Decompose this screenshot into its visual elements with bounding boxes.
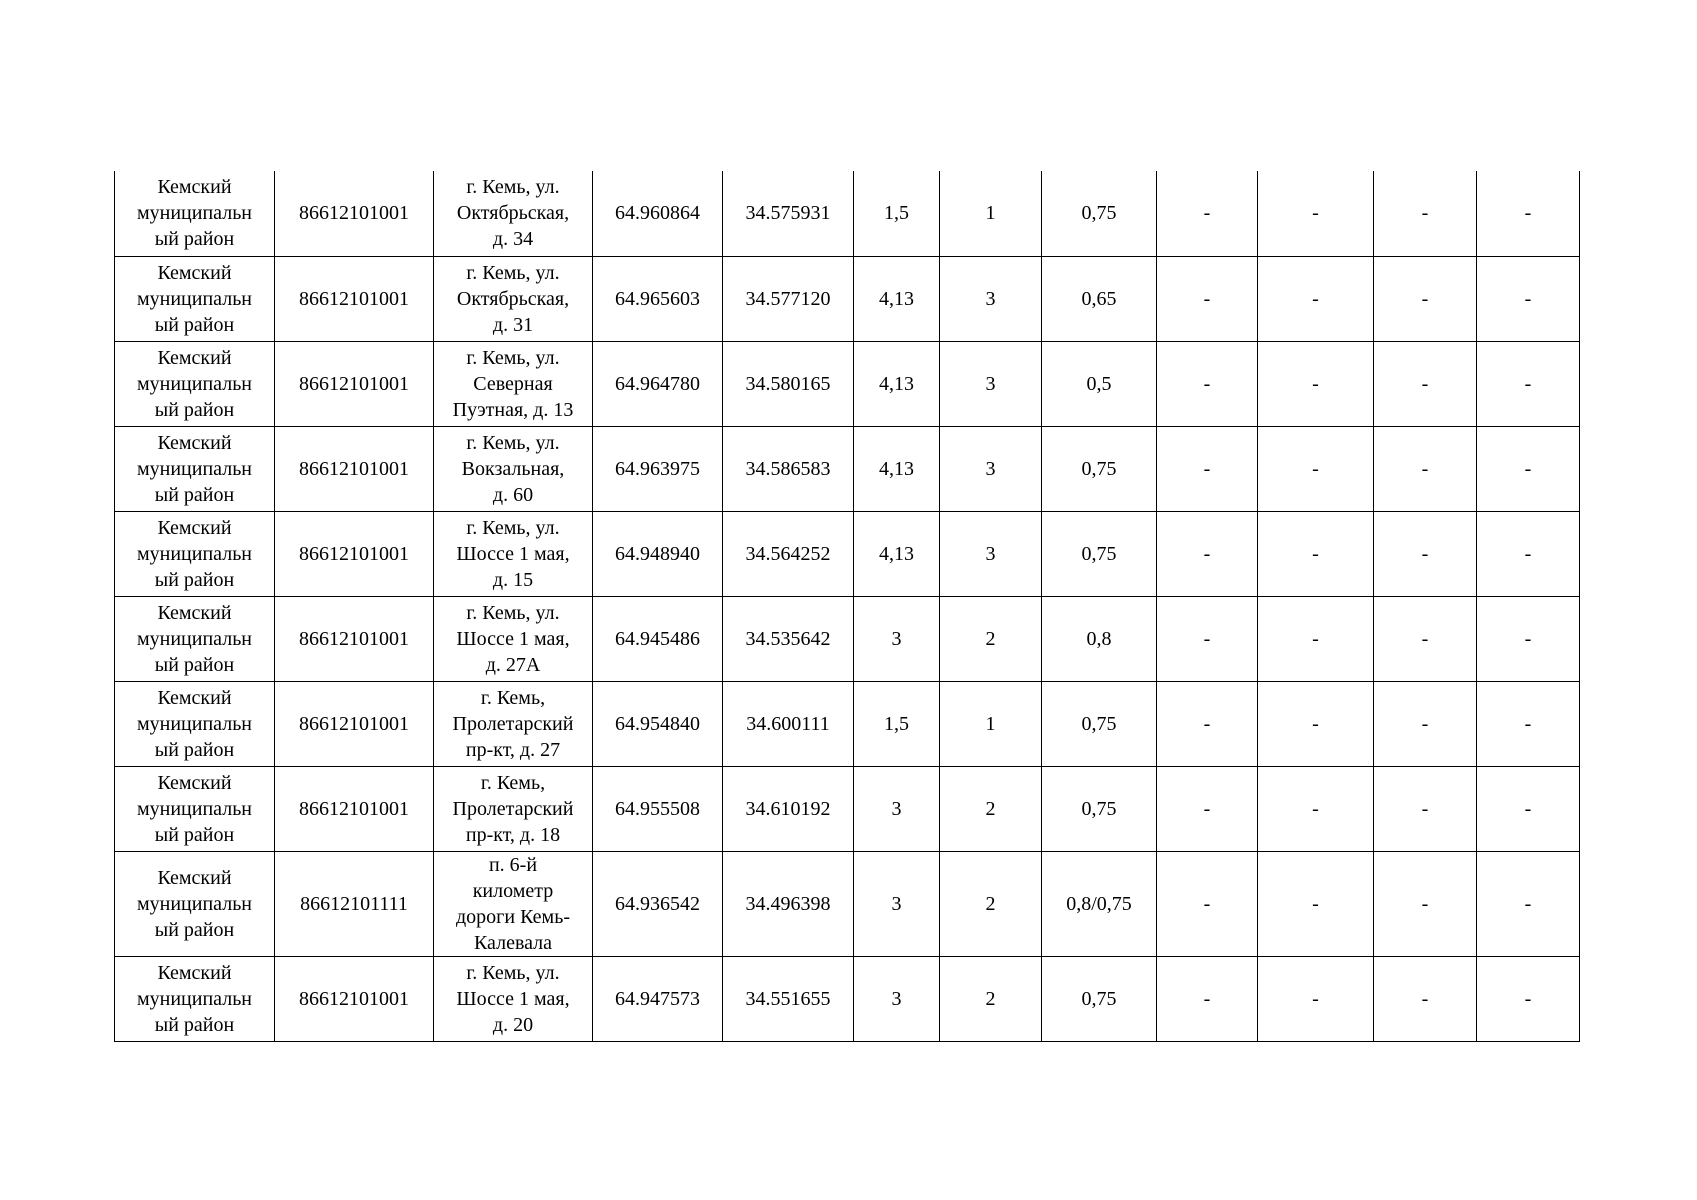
address-cell-text: г. Кемь, ул. Октябрьская, д. 31 xyxy=(456,261,570,336)
dash-cell xyxy=(1258,851,1374,956)
address-cell-text: п. 6-й километр дороги Кемь- Калевала xyxy=(456,853,570,954)
oktmo-code-cell xyxy=(275,511,434,596)
address-cell xyxy=(434,426,593,511)
oktmo-code-cell-text: 86612101001 xyxy=(299,627,409,650)
dash-cell-text: - xyxy=(1524,372,1532,395)
dash-cell-text: - xyxy=(1203,892,1211,915)
container-count-cell xyxy=(940,511,1042,596)
dash-cell xyxy=(1157,256,1258,341)
container-volume-cell-text: 0,5 xyxy=(1086,372,1112,395)
dash-cell xyxy=(1477,426,1580,511)
address-cell xyxy=(434,681,593,766)
district-cell-text: Кемский муниципальн ый район xyxy=(136,686,253,761)
dash-cell xyxy=(1477,596,1580,681)
oktmo-code-cell-text: 86612101001 xyxy=(299,797,409,820)
dash-cell-text: - xyxy=(1421,372,1429,395)
address-cell-text: г. Кемь, Пролетарский пр-кт, д. 27 xyxy=(452,686,574,761)
latitude-cell-text: 64.965603 xyxy=(615,287,700,310)
area-cell-text: 1,5 xyxy=(884,712,909,735)
longitude-cell xyxy=(723,596,854,681)
dash-cell-text: - xyxy=(1524,797,1532,820)
dash-cell-text: - xyxy=(1203,542,1211,565)
dash-cell-text: - xyxy=(1421,287,1429,310)
address-cell-text: г. Кемь, Пролетарский пр-кт, д. 18 xyxy=(452,771,574,846)
latitude-cell xyxy=(593,596,723,681)
dash-cell-text: - xyxy=(1203,457,1211,480)
table-body xyxy=(115,171,1580,1041)
container-volume-cell xyxy=(1042,596,1157,681)
dash-cell-text: - xyxy=(1312,542,1319,565)
latitude-cell-text: 64.955508 xyxy=(615,797,700,820)
area-cell-text: 3 xyxy=(891,797,902,820)
address-cell-text: г. Кемь, ул. Октябрьская, д. 34 xyxy=(456,176,570,251)
dash-cell-text: - xyxy=(1312,797,1319,820)
longitude-cell-text: 34.496398 xyxy=(745,892,831,915)
address-cell-text: г. Кемь, ул. Шоссе 1 мая, д. 20 xyxy=(456,961,570,1036)
dash-cell xyxy=(1258,596,1374,681)
dash-cell xyxy=(1157,681,1258,766)
container-volume-cell-text: 0,75 xyxy=(1081,797,1117,820)
dash-cell xyxy=(1258,171,1374,256)
address-cell-text: г. Кемь, ул. Северная Пуэтная, д. 13 xyxy=(452,346,574,421)
longitude-cell xyxy=(723,511,854,596)
dash-cell xyxy=(1258,766,1374,851)
dash-cell xyxy=(1374,171,1477,256)
longitude-cell xyxy=(723,341,854,426)
dash-cell-text: - xyxy=(1421,987,1429,1010)
dash-cell xyxy=(1258,956,1374,1041)
area-cell-text: 3 xyxy=(891,627,902,650)
table-row xyxy=(115,256,1580,341)
dash-cell xyxy=(1477,766,1580,851)
dash-cell-text: - xyxy=(1203,202,1211,225)
address-cell-text: г. Кемь, ул. Шоссе 1 мая, д. 27А xyxy=(456,601,570,676)
dash-cell-text: - xyxy=(1524,627,1532,650)
oktmo-code-cell-text: 86612101001 xyxy=(299,287,409,310)
longitude-cell xyxy=(723,956,854,1041)
district-cell xyxy=(115,171,275,256)
dash-cell xyxy=(1477,171,1580,256)
area-cell xyxy=(854,681,940,766)
address-cell xyxy=(434,341,593,426)
longitude-cell xyxy=(723,256,854,341)
address-cell xyxy=(434,851,593,956)
container-count-cell xyxy=(940,256,1042,341)
district-cell xyxy=(115,341,275,426)
container-count-cell xyxy=(940,171,1042,256)
dash-cell-text: - xyxy=(1421,712,1429,735)
container-volume-cell-text: 0,8/0,75 xyxy=(1066,892,1132,915)
dash-cell xyxy=(1157,341,1258,426)
oktmo-code-cell xyxy=(275,956,434,1041)
container-count-cell-text: 2 xyxy=(985,797,996,820)
dash-cell-text: - xyxy=(1524,542,1532,565)
address-cell xyxy=(434,171,593,256)
container-count-cell-text: 3 xyxy=(985,287,996,310)
longitude-cell-text: 34.580165 xyxy=(745,372,831,395)
dash-cell xyxy=(1477,956,1580,1041)
dash-cell xyxy=(1258,341,1374,426)
oktmo-code-cell-text: 86612101111 xyxy=(300,892,408,915)
table-row xyxy=(115,596,1580,681)
dash-cell-text: - xyxy=(1524,892,1532,915)
container-volume-cell-text: 0,75 xyxy=(1081,987,1117,1010)
latitude-cell-text: 64.945486 xyxy=(615,627,700,650)
oktmo-code-cell xyxy=(275,851,434,956)
dash-cell xyxy=(1374,851,1477,956)
area-cell xyxy=(854,426,940,511)
longitude-cell-text: 34.551655 xyxy=(745,987,831,1010)
longitude-cell xyxy=(723,851,854,956)
oktmo-code-cell xyxy=(275,171,434,256)
oktmo-code-cell-text: 86612101001 xyxy=(299,457,409,480)
area-cell-text: 1,5 xyxy=(884,202,909,225)
longitude-cell-text: 34.586583 xyxy=(745,457,831,480)
district-cell xyxy=(115,256,275,341)
longitude-cell xyxy=(723,766,854,851)
container-count-cell xyxy=(940,766,1042,851)
container-count-cell xyxy=(940,956,1042,1041)
dash-cell xyxy=(1374,681,1477,766)
container-count-cell-text: 3 xyxy=(985,542,996,565)
dash-cell-text: - xyxy=(1312,372,1319,395)
area-cell xyxy=(854,851,940,956)
latitude-cell xyxy=(593,766,723,851)
oktmo-code-cell-text: 86612101001 xyxy=(299,372,409,395)
area-cell-text: 4,13 xyxy=(879,372,914,395)
dash-cell xyxy=(1157,171,1258,256)
container-count-cell xyxy=(940,341,1042,426)
latitude-cell xyxy=(593,956,723,1041)
dash-cell xyxy=(1258,511,1374,596)
area-cell-text: 4,13 xyxy=(879,457,914,480)
latitude-cell-text: 64.936542 xyxy=(615,892,700,915)
address-cell xyxy=(434,766,593,851)
waste-sites-table xyxy=(114,171,1580,1042)
container-volume-cell-text: 0,65 xyxy=(1081,287,1117,310)
longitude-cell-text: 34.610192 xyxy=(745,797,831,820)
dash-cell xyxy=(1258,256,1374,341)
dash-cell-text: - xyxy=(1421,892,1429,915)
dash-cell xyxy=(1374,596,1477,681)
area-cell-text: 3 xyxy=(891,892,902,915)
area-cell-text: 4,13 xyxy=(879,542,914,565)
container-volume-cell-text: 0,75 xyxy=(1081,457,1117,480)
table-row xyxy=(115,851,1580,956)
table-row xyxy=(115,426,1580,511)
address-cell-text: г. Кемь, ул. Вокзальная, д. 60 xyxy=(461,431,565,506)
longitude-cell-text: 34.577120 xyxy=(745,287,831,310)
container-volume-cell xyxy=(1042,511,1157,596)
container-count-cell xyxy=(940,681,1042,766)
dash-cell xyxy=(1477,851,1580,956)
latitude-cell xyxy=(593,681,723,766)
dash-cell xyxy=(1157,956,1258,1041)
dash-cell xyxy=(1157,766,1258,851)
dash-cell-text: - xyxy=(1203,797,1211,820)
container-volume-cell-text: 0,75 xyxy=(1081,712,1117,735)
longitude-cell xyxy=(723,681,854,766)
container-volume-cell xyxy=(1042,171,1157,256)
table-row xyxy=(115,681,1580,766)
longitude-cell-text: 34.575931 xyxy=(745,202,831,225)
table-row xyxy=(115,341,1580,426)
dash-cell xyxy=(1374,511,1477,596)
dash-cell-text: - xyxy=(1312,892,1319,915)
container-count-cell xyxy=(940,851,1042,956)
container-count-cell-text: 2 xyxy=(985,627,996,650)
area-cell xyxy=(854,511,940,596)
dash-cell-text: - xyxy=(1312,287,1319,310)
district-cell-text: Кемский муниципальн ый район xyxy=(136,601,253,676)
dash-cell-text: - xyxy=(1203,372,1211,395)
oktmo-code-cell-text: 86612101001 xyxy=(299,987,409,1010)
dash-cell xyxy=(1258,426,1374,511)
longitude-cell-text: 34.600111 xyxy=(746,712,830,735)
container-count-cell xyxy=(940,426,1042,511)
dash-cell-text: - xyxy=(1203,287,1211,310)
latitude-cell xyxy=(593,171,723,256)
dash-cell xyxy=(1374,341,1477,426)
dash-cell xyxy=(1157,426,1258,511)
district-cell-text: Кемский муниципальн ый район xyxy=(136,961,253,1036)
dash-cell-text: - xyxy=(1524,457,1532,480)
dash-cell xyxy=(1157,511,1258,596)
dash-cell xyxy=(1374,766,1477,851)
table-row xyxy=(115,171,1580,256)
container-volume-cell xyxy=(1042,766,1157,851)
latitude-cell-text: 64.960864 xyxy=(615,202,700,225)
dash-cell-text: - xyxy=(1203,627,1211,650)
latitude-cell xyxy=(593,341,723,426)
dash-cell xyxy=(1374,426,1477,511)
dash-cell-text: - xyxy=(1524,987,1532,1010)
dash-cell xyxy=(1477,256,1580,341)
oktmo-code-cell xyxy=(275,426,434,511)
oktmo-code-cell xyxy=(275,596,434,681)
latitude-cell-text: 64.964780 xyxy=(615,372,700,395)
container-count-cell-text: 3 xyxy=(985,372,996,395)
container-volume-cell xyxy=(1042,681,1157,766)
area-cell xyxy=(854,171,940,256)
container-count-cell xyxy=(940,596,1042,681)
container-volume-cell xyxy=(1042,851,1157,956)
container-volume-cell-text: 0,8 xyxy=(1086,627,1112,650)
dash-cell xyxy=(1374,956,1477,1041)
dash-cell-text: - xyxy=(1524,287,1532,310)
district-cell xyxy=(115,766,275,851)
dash-cell-text: - xyxy=(1524,712,1532,735)
table-row xyxy=(115,766,1580,851)
district-cell xyxy=(115,511,275,596)
container-volume-cell-text: 0,75 xyxy=(1081,542,1117,565)
address-cell xyxy=(434,956,593,1041)
address-cell xyxy=(434,596,593,681)
address-cell-text: г. Кемь, ул. Шоссе 1 мая, д. 15 xyxy=(456,516,570,591)
dash-cell-text: - xyxy=(1421,627,1429,650)
dash-cell-text: - xyxy=(1312,987,1319,1010)
area-cell xyxy=(854,596,940,681)
dash-cell xyxy=(1157,596,1258,681)
oktmo-code-cell-text: 86612101001 xyxy=(299,202,409,225)
container-volume-cell xyxy=(1042,341,1157,426)
dash-cell-text: - xyxy=(1203,987,1211,1010)
dash-cell-text: - xyxy=(1524,202,1532,225)
district-cell xyxy=(115,596,275,681)
oktmo-code-cell xyxy=(275,681,434,766)
dash-cell-text: - xyxy=(1421,797,1429,820)
area-cell xyxy=(854,766,940,851)
longitude-cell xyxy=(723,171,854,256)
container-volume-cell-text: 0,75 xyxy=(1081,202,1117,225)
district-cell-text: Кемский муниципальн ый район xyxy=(136,516,253,591)
dash-cell-text: - xyxy=(1312,712,1319,735)
district-cell-text: Кемский муниципальн ый район xyxy=(136,176,253,251)
longitude-cell-text: 34.564252 xyxy=(745,542,831,565)
area-cell xyxy=(854,256,940,341)
table-row xyxy=(115,511,1580,596)
dash-cell xyxy=(1157,851,1258,956)
oktmo-code-cell-text: 86612101001 xyxy=(299,712,409,735)
dash-cell-text: - xyxy=(1203,712,1211,735)
latitude-cell xyxy=(593,256,723,341)
latitude-cell-text: 64.954840 xyxy=(615,712,700,735)
dash-cell-text: - xyxy=(1312,202,1319,225)
longitude-cell-text: 34.535642 xyxy=(745,627,831,650)
dash-cell xyxy=(1374,256,1477,341)
latitude-cell-text: 64.947573 xyxy=(615,987,700,1010)
dash-cell xyxy=(1477,341,1580,426)
address-cell xyxy=(434,511,593,596)
container-count-cell-text: 1 xyxy=(985,712,996,735)
latitude-cell-text: 64.948940 xyxy=(615,542,700,565)
district-cell xyxy=(115,956,275,1041)
latitude-cell xyxy=(593,851,723,956)
latitude-cell xyxy=(593,511,723,596)
oktmo-code-cell xyxy=(275,766,434,851)
district-cell-text: Кемский муниципальн ый район xyxy=(136,431,253,506)
oktmo-code-cell xyxy=(275,341,434,426)
dash-cell-text: - xyxy=(1421,202,1429,225)
district-cell-text: Кемский муниципальн ый район xyxy=(136,261,253,336)
district-cell xyxy=(115,681,275,766)
container-count-cell-text: 1 xyxy=(985,202,996,225)
district-cell xyxy=(115,851,275,956)
longitude-cell xyxy=(723,426,854,511)
container-count-cell-text: 2 xyxy=(985,892,996,915)
latitude-cell-text: 64.963975 xyxy=(615,457,700,480)
dash-cell xyxy=(1258,681,1374,766)
container-volume-cell xyxy=(1042,256,1157,341)
district-cell-text: Кемский муниципальн ый район xyxy=(136,346,253,421)
dash-cell xyxy=(1477,681,1580,766)
area-cell xyxy=(854,956,940,1041)
container-volume-cell xyxy=(1042,956,1157,1041)
oktmo-code-cell-text: 86612101001 xyxy=(299,542,409,565)
dash-cell-text: - xyxy=(1312,457,1319,480)
dash-cell-text: - xyxy=(1312,627,1319,650)
address-cell xyxy=(434,256,593,341)
table-row xyxy=(115,956,1580,1041)
dash-cell-text: - xyxy=(1421,457,1429,480)
container-volume-cell xyxy=(1042,426,1157,511)
district-cell xyxy=(115,426,275,511)
oktmo-code-cell xyxy=(275,256,434,341)
district-cell-text: Кемский муниципальн ый район xyxy=(136,866,253,941)
area-cell xyxy=(854,341,940,426)
container-count-cell-text: 3 xyxy=(985,457,996,480)
area-cell-text: 3 xyxy=(891,987,902,1010)
district-cell-text: Кемский муниципальн ый район xyxy=(136,771,253,846)
dash-cell xyxy=(1477,511,1580,596)
dash-cell-text: - xyxy=(1421,542,1429,565)
container-count-cell-text: 2 xyxy=(985,987,996,1010)
area-cell-text: 4,13 xyxy=(879,287,914,310)
latitude-cell xyxy=(593,426,723,511)
